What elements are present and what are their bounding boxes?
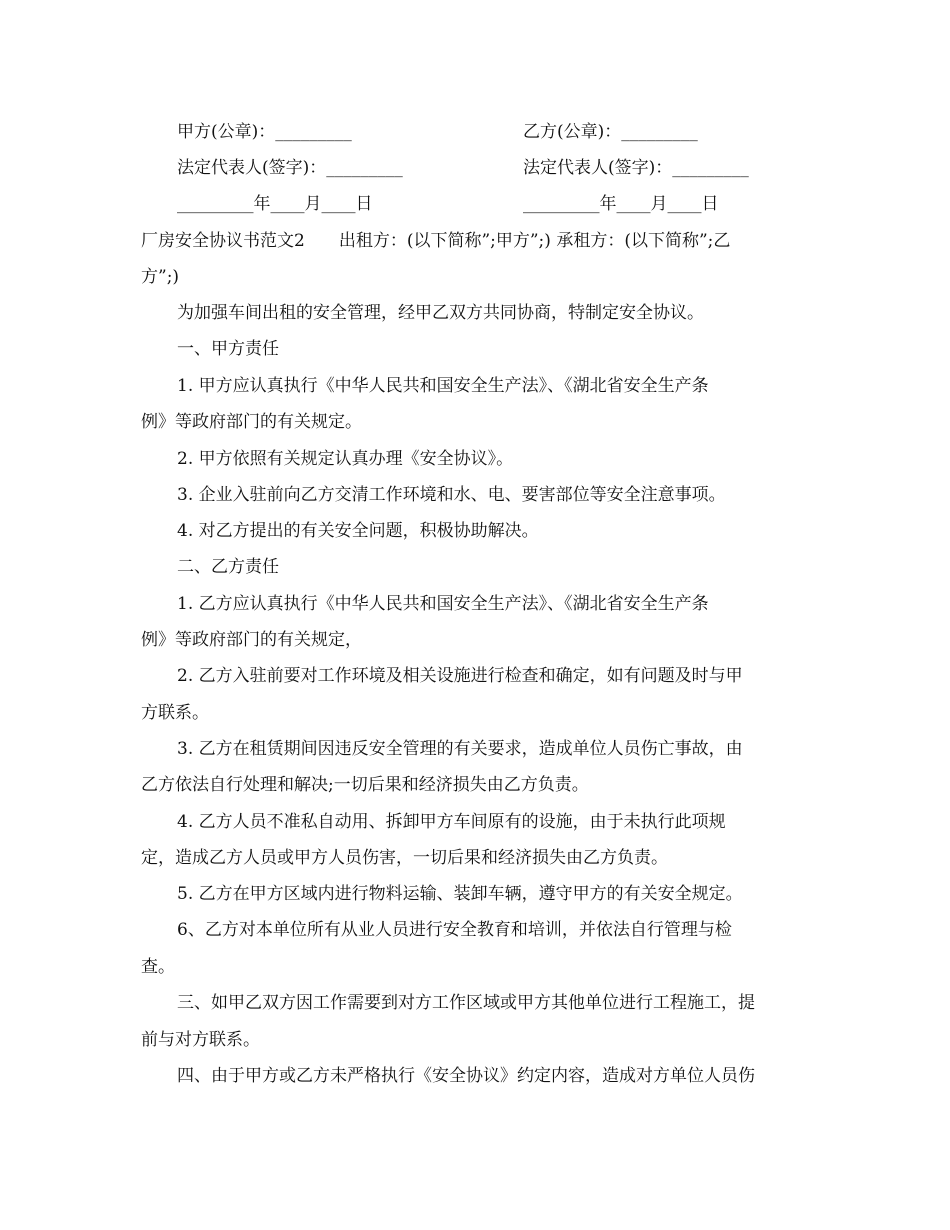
- section-1-item-1-cont: 例》等政府部门的有关规定。: [141, 412, 362, 432]
- section-3-paragraph-cont: 前与对方联系。: [141, 1030, 260, 1050]
- section-2-item-5: 5. 乙方在甲方区域内进行物料运输、装卸车辆，遵守甲方的有关安全规定。: [177, 884, 743, 904]
- section-2-item-1: 1. 乙方应认真执行《中华人民共和国安全生产法》、《湖北省安全生产条: [177, 594, 709, 614]
- party-b-seal-line: 乙方(公章)：_________: [523, 122, 698, 142]
- section-3-paragraph: 三、如甲乙双方因工作需要到对方工作区域或甲方其他单位进行工程施工，提: [177, 993, 755, 1013]
- section-2-item-6-cont: 查。: [141, 957, 175, 977]
- party-b-date-line: _________年____月____日: [523, 194, 719, 214]
- section-2-item-3-cont: 乙方依法自行处理和解决;一切后果和经济损失由乙方负责。: [141, 775, 589, 795]
- section-2-item-2-cont: 方联系。: [141, 703, 209, 723]
- section-2-item-6: 6、乙方对本单位所有从业人员进行安全教育和培训，并依法自行管理与检: [177, 920, 732, 940]
- party-a-seal-line: 甲方(公章)：_________: [177, 122, 352, 142]
- party-a-representative-line: 法定代表人(签字)：_________: [177, 158, 403, 178]
- section-2-item-3: 3. 乙方在租赁期间因违反安全管理的有关要求，造成单位人员伤亡事故，由: [177, 739, 743, 759]
- section-2-item-4-cont: 定，造成乙方人员或甲方人员伤害，一切后果和经济损失由乙方负责。: [141, 848, 668, 868]
- section-4-paragraph: 四、由于甲方或乙方未严格执行《安全协议》约定内容，造成对方单位人员伤: [177, 1066, 755, 1086]
- section-1-item-2: 2. 甲方依照有关规定认真办理《安全协议》。: [177, 449, 514, 469]
- section-1-item-4: 4. 对乙方提出的有关安全问题，积极协助解决。: [177, 521, 539, 541]
- party-a-date-line: _________年____月____日: [177, 194, 373, 214]
- document-title-line-cont: 方”;): [141, 267, 180, 287]
- section-1-item-1: 1. 甲方应认真执行《中华人民共和国安全生产法》、《湖北省安全生产条: [177, 376, 709, 396]
- section-2-heading: 二、乙方责任: [177, 557, 279, 577]
- section-2-item-4: 4. 乙方人员不准私自动用、拆卸甲方车间原有的设施，由于未执行此项规: [177, 812, 726, 832]
- party-b-representative-line: 法定代表人(签字)：_________: [523, 158, 749, 178]
- section-2-item-1-cont: 例》等政府部门的有关规定，: [141, 630, 362, 650]
- section-1-heading: 一、甲方责任: [177, 339, 279, 359]
- document-title-line: 厂房安全协议书范文2 出租方：(以下简称”;甲方”;) 承租方：(以下简称”;乙: [141, 231, 731, 251]
- section-1-item-3: 3. 企业入驻前向乙方交清工作环境和水、电、要害部位等安全注意事项。: [177, 485, 726, 505]
- section-2-item-2: 2. 乙方入驻前要对工作环境及相关设施进行检查和确定，如有问题及时与甲: [177, 666, 743, 686]
- purpose-paragraph: 为加强车间出租的安全管理，经甲乙双方共同协商，特制定安全协议。: [177, 303, 704, 323]
